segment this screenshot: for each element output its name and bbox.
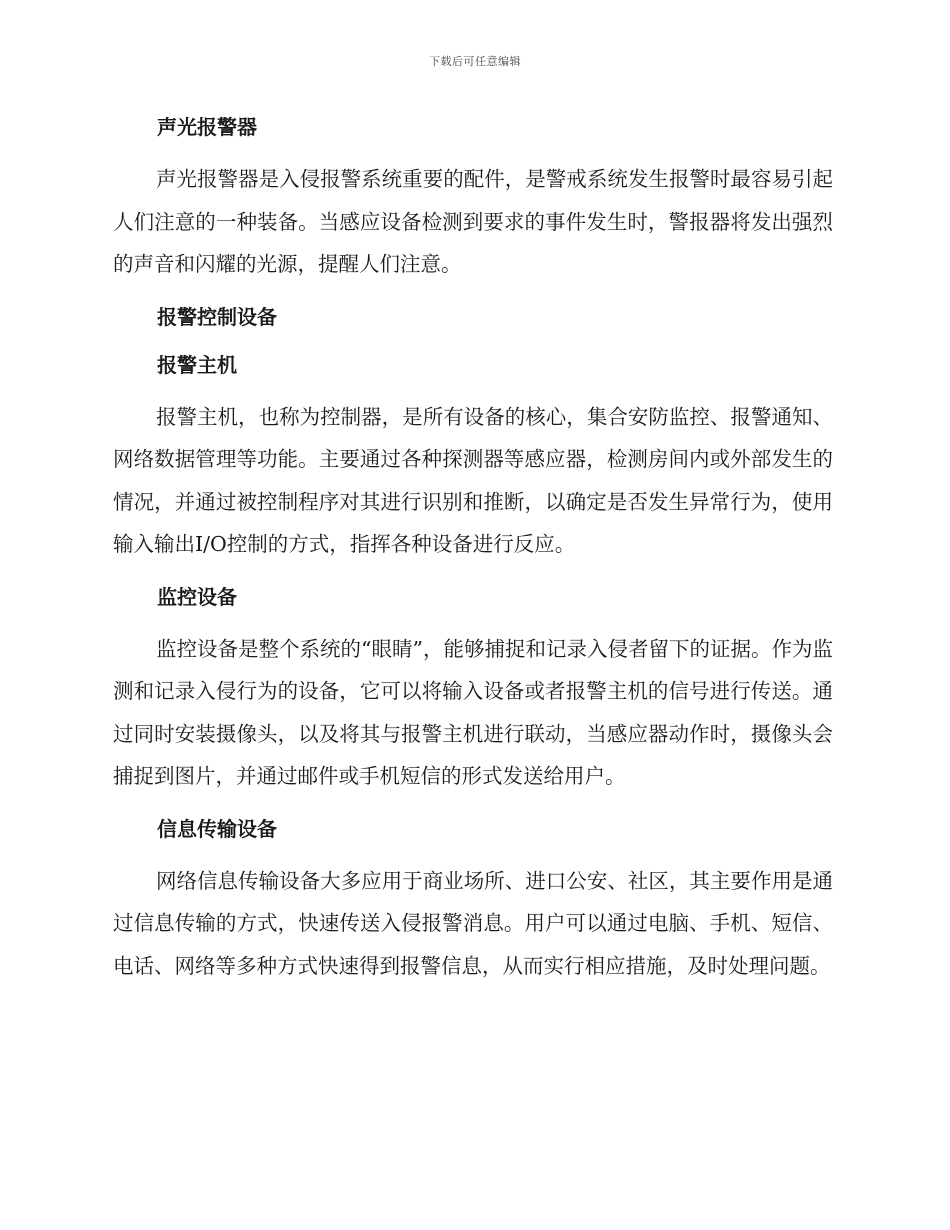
section-paragraph-information-transmission: 网络信息传输设备大多应用于商业场所、进口公安、社区，其主要作用是通过信息传输的方式，快速传送入侵报警消息。用户可以通过电脑、手机、短信、电话、网络等多种方式快速得到报警信息，从而实行相应措施，及时处理问题。 [113,868,833,978]
section-paragraph-alarm-host: 报警主机，也称为控制器，是所有设备的核心，集合安防监控、报警通知、网络数据管理等功能。主要通过各种探测器等感应器，检测房间内或外部发生的情况，并通过被控制程序对其进行识别和推断，以确定是否发生异常行为，使用输入输出I/O控制的方式，指挥各种设备进行反应。 [113,404,833,556]
section-paragraph-sound-light-alarm: 声光报警器是入侵报警系统重要的配件，是警戒系统发生报警时最容易引起人们注意的一种装备。当感应设备检测到要求的事件发生时，警报器将发出强烈的声音和闪耀的光源，提醒人们注意。 [113,167,833,276]
section-paragraph-monitoring-equipment: 监控设备是整个系统的“眼睛”，能够捕捉和记录入侵者留下的证据。作为监测和记录入侵行为的设备，它可以将输入设备或者报警主机的信号进行传送。通过同时安装摄像头，以及将其与报警主机进行联动，当感应器动作时，摄像头会捕捉到图片，并通过邮件或手机短信的形式发送给用户。 [113,636,833,788]
document-body [113,110,833,1001]
section-heading-alarm-control-equipment: 报警控制设备 [157,304,277,329]
page-header: 下载后可任意编辑 [429,55,521,68]
section-heading-alarm-host: 报警主机 [157,352,237,377]
section-heading-sound-light-alarm: 声光报警器 [157,115,257,139]
section-heading-monitoring-equipment: 监控设备 [157,584,237,609]
section-heading-information-transmission: 信息传输设备 [157,816,277,841]
